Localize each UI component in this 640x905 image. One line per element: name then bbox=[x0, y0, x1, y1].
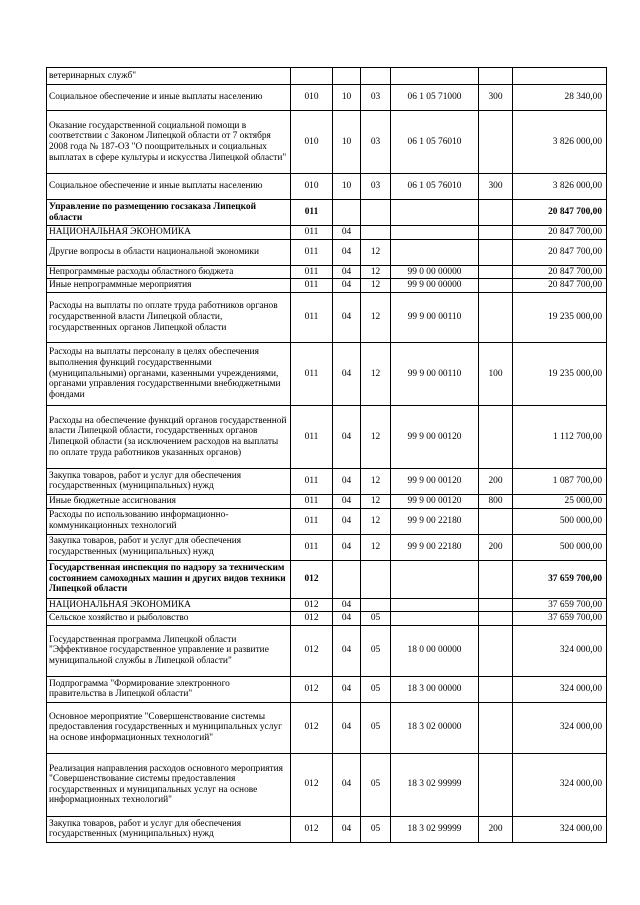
row-rz: 10 bbox=[333, 85, 361, 111]
row-name: Управление по размещению госзаказа Липецкой области bbox=[47, 200, 291, 226]
row-vr: 800 bbox=[479, 494, 513, 508]
row-name: Расходы на выплаты персоналу в целях обеспечения выполнения функций государственными (муниципальными) органами, казенными учреждениями, органами управления государственными внебюджетными фондами bbox=[47, 342, 291, 405]
row-name: Другие вопросы в области национальной экономики bbox=[47, 239, 291, 265]
table-row bbox=[47, 560, 607, 598]
budget-table bbox=[46, 67, 607, 843]
row-name: Закупка товаров, работ и услуг для обеспечения государственных (муниципальных) нужд bbox=[47, 534, 291, 560]
table-row bbox=[47, 468, 607, 494]
table-row bbox=[47, 702, 607, 753]
row-rz: 04 bbox=[333, 279, 361, 293]
row-name: Иные бюджетные ассигнования bbox=[47, 494, 291, 508]
row-csr: 18 0 00 00000 bbox=[391, 625, 479, 676]
table-row bbox=[47, 111, 607, 174]
row-csr: 06 1 05 76010 bbox=[391, 111, 479, 174]
row-pr: 12 bbox=[361, 279, 391, 293]
row-rz: 10 bbox=[333, 174, 361, 200]
row-csr: 99 9 00 00110 bbox=[391, 342, 479, 405]
row-vr bbox=[479, 612, 513, 626]
row-vr bbox=[479, 676, 513, 702]
table-row bbox=[47, 68, 607, 85]
row-rz: 04 bbox=[333, 292, 361, 342]
row-vr bbox=[479, 560, 513, 598]
row-pr bbox=[361, 68, 391, 85]
row-sum: 324 000,00 bbox=[513, 702, 607, 753]
table-row bbox=[47, 598, 607, 612]
row-gr: 011 bbox=[291, 534, 333, 560]
row-vr bbox=[479, 292, 513, 342]
row-sum: 324 000,00 bbox=[513, 816, 607, 842]
row-sum: 20 847 700,00 bbox=[513, 226, 607, 240]
row-rz: 04 bbox=[333, 508, 361, 534]
row-gr: 011 bbox=[291, 342, 333, 405]
row-pr: 12 bbox=[361, 534, 391, 560]
row-rz bbox=[333, 68, 361, 85]
row-gr: 010 bbox=[291, 85, 333, 111]
row-rz: 10 bbox=[333, 111, 361, 174]
row-gr: 011 bbox=[291, 279, 333, 293]
row-rz: 04 bbox=[333, 239, 361, 265]
row-csr bbox=[391, 560, 479, 598]
row-gr: 011 bbox=[291, 226, 333, 240]
row-sum: 20 847 700,00 bbox=[513, 265, 607, 279]
row-vr bbox=[479, 625, 513, 676]
row-rz: 04 bbox=[333, 494, 361, 508]
row-sum: 3 826 000,00 bbox=[513, 111, 607, 174]
row-rz: 04 bbox=[333, 702, 361, 753]
table-row bbox=[47, 534, 607, 560]
table-row bbox=[47, 676, 607, 702]
row-csr: 99 9 00 00120 bbox=[391, 405, 479, 468]
row-sum: 19 235 000,00 bbox=[513, 342, 607, 405]
row-pr bbox=[361, 560, 391, 598]
row-rz: 04 bbox=[333, 598, 361, 612]
table-row bbox=[47, 85, 607, 111]
row-gr: 012 bbox=[291, 676, 333, 702]
row-gr: 012 bbox=[291, 816, 333, 842]
row-csr: 06 1 05 71000 bbox=[391, 85, 479, 111]
table-row bbox=[47, 279, 607, 293]
row-pr: 12 bbox=[361, 468, 391, 494]
row-csr bbox=[391, 200, 479, 226]
row-gr: 011 bbox=[291, 292, 333, 342]
row-sum: 1 112 700,00 bbox=[513, 405, 607, 468]
row-rz: 04 bbox=[333, 534, 361, 560]
row-vr: 300 bbox=[479, 85, 513, 111]
row-csr bbox=[391, 612, 479, 626]
row-vr bbox=[479, 508, 513, 534]
row-pr bbox=[361, 598, 391, 612]
row-sum: 19 235 000,00 bbox=[513, 292, 607, 342]
row-pr: 12 bbox=[361, 405, 391, 468]
row-name: Закупка товаров, работ и услуг для обеспечения государственных (муниципальных) нужд bbox=[47, 468, 291, 494]
row-rz bbox=[333, 200, 361, 226]
table-row bbox=[47, 239, 607, 265]
budget-table-body bbox=[47, 68, 607, 843]
row-gr: 012 bbox=[291, 598, 333, 612]
row-csr: 99 9 00 00120 bbox=[391, 468, 479, 494]
row-vr bbox=[479, 200, 513, 226]
row-csr: 99 9 00 22180 bbox=[391, 534, 479, 560]
row-rz: 04 bbox=[333, 625, 361, 676]
row-name: Основное мероприятие "Совершенствование системы предоставления государственных и муниципальных услуг на основе информационных технологий" bbox=[47, 702, 291, 753]
row-sum: 28 340,00 bbox=[513, 85, 607, 111]
row-csr: 99 9 00 22180 bbox=[391, 508, 479, 534]
table-row bbox=[47, 625, 607, 676]
row-gr bbox=[291, 68, 333, 85]
row-csr: 99 9 00 00110 bbox=[391, 292, 479, 342]
row-csr: 18 3 02 99999 bbox=[391, 816, 479, 842]
table-row bbox=[47, 200, 607, 226]
row-csr: 18 3 02 00000 bbox=[391, 702, 479, 753]
row-vr bbox=[479, 753, 513, 816]
row-vr bbox=[479, 111, 513, 174]
row-gr: 012 bbox=[291, 560, 333, 598]
row-rz: 04 bbox=[333, 226, 361, 240]
row-sum: 20 847 700,00 bbox=[513, 200, 607, 226]
row-sum: 1 087 700,00 bbox=[513, 468, 607, 494]
row-name: ветеринарных служб" bbox=[47, 68, 291, 85]
row-pr bbox=[361, 226, 391, 240]
row-csr: 99 0 00 00000 bbox=[391, 265, 479, 279]
row-vr: 100 bbox=[479, 342, 513, 405]
row-gr: 011 bbox=[291, 405, 333, 468]
row-pr: 12 bbox=[361, 508, 391, 534]
row-gr: 012 bbox=[291, 753, 333, 816]
row-sum: 37 659 700,00 bbox=[513, 612, 607, 626]
row-csr bbox=[391, 598, 479, 612]
table-row bbox=[47, 342, 607, 405]
row-vr: 200 bbox=[479, 816, 513, 842]
row-pr: 05 bbox=[361, 816, 391, 842]
row-csr bbox=[391, 226, 479, 240]
row-pr: 03 bbox=[361, 85, 391, 111]
table-row bbox=[47, 265, 607, 279]
table-row bbox=[47, 612, 607, 626]
row-pr: 05 bbox=[361, 676, 391, 702]
table-row bbox=[47, 405, 607, 468]
row-name: НАЦИОНАЛЬНАЯ ЭКОНОМИКА bbox=[47, 226, 291, 240]
row-csr bbox=[391, 239, 479, 265]
row-pr: 03 bbox=[361, 111, 391, 174]
row-sum: 25 000,00 bbox=[513, 494, 607, 508]
row-rz: 04 bbox=[333, 753, 361, 816]
table-row bbox=[47, 292, 607, 342]
row-gr: 012 bbox=[291, 612, 333, 626]
row-pr bbox=[361, 200, 391, 226]
row-sum: 324 000,00 bbox=[513, 625, 607, 676]
row-name: Реализация направления расходов основного мероприятия "Совершенствование системы предоставления государственных и муниципальных услуг на основе информационных технологий" bbox=[47, 753, 291, 816]
row-pr: 12 bbox=[361, 494, 391, 508]
row-name: Непрограммные расходы областного бюджета bbox=[47, 265, 291, 279]
row-sum: 324 000,00 bbox=[513, 676, 607, 702]
row-rz: 04 bbox=[333, 342, 361, 405]
row-gr: 010 bbox=[291, 174, 333, 200]
row-sum: 20 847 700,00 bbox=[513, 239, 607, 265]
row-sum: 37 659 700,00 bbox=[513, 560, 607, 598]
row-name: Расходы на обеспечение функций органов государственной власти Липецкой области, государственных органов Липецкой области (за исключением расходов на выплаты по оплате труда работников указанных органов) bbox=[47, 405, 291, 468]
row-csr: 99 9 00 00000 bbox=[391, 279, 479, 293]
row-csr: 99 9 00 00120 bbox=[391, 494, 479, 508]
row-sum: 500 000,00 bbox=[513, 508, 607, 534]
row-name: Подпрограмма "Формирование электронного правительства в Липецкой области" bbox=[47, 676, 291, 702]
row-csr: 18 3 00 00000 bbox=[391, 676, 479, 702]
row-name: Иные непрограммные мероприятия bbox=[47, 279, 291, 293]
row-gr: 011 bbox=[291, 200, 333, 226]
row-rz: 04 bbox=[333, 612, 361, 626]
row-rz: 04 bbox=[333, 265, 361, 279]
row-csr: 18 3 02 99999 bbox=[391, 753, 479, 816]
row-sum: 20 847 700,00 bbox=[513, 279, 607, 293]
row-vr: 200 bbox=[479, 534, 513, 560]
row-name: Сельское хозяйство и рыболовство bbox=[47, 612, 291, 626]
table-row bbox=[47, 508, 607, 534]
row-name: Закупка товаров, работ и услуг для обеспечения государственных (муниципальных) нужд bbox=[47, 816, 291, 842]
row-gr: 011 bbox=[291, 468, 333, 494]
row-sum bbox=[513, 68, 607, 85]
row-vr bbox=[479, 279, 513, 293]
row-rz bbox=[333, 560, 361, 598]
row-gr: 010 bbox=[291, 111, 333, 174]
row-gr: 011 bbox=[291, 265, 333, 279]
row-name: Государственная инспекция по надзору за техническим состоянием самоходных машин и других видов техники Липецкой области bbox=[47, 560, 291, 598]
row-gr: 011 bbox=[291, 239, 333, 265]
row-rz: 04 bbox=[333, 405, 361, 468]
table-row bbox=[47, 174, 607, 200]
row-csr bbox=[391, 68, 479, 85]
row-rz: 04 bbox=[333, 816, 361, 842]
row-name: Расходы по использованию информационно-коммуникационных технологий bbox=[47, 508, 291, 534]
row-vr bbox=[479, 226, 513, 240]
row-sum: 37 659 700,00 bbox=[513, 598, 607, 612]
row-gr: 012 bbox=[291, 625, 333, 676]
row-vr bbox=[479, 598, 513, 612]
row-name: Государственная программа Липецкой области "Эффективное государственное управление и развитие муниципальной службы в Липецкой области" bbox=[47, 625, 291, 676]
row-vr: 200 bbox=[479, 468, 513, 494]
row-gr: 011 bbox=[291, 508, 333, 534]
row-pr: 12 bbox=[361, 265, 391, 279]
row-vr bbox=[479, 405, 513, 468]
row-vr bbox=[479, 702, 513, 753]
table-row bbox=[47, 753, 607, 816]
row-name: Социальное обеспечение и иные выплаты населению bbox=[47, 174, 291, 200]
row-vr bbox=[479, 265, 513, 279]
row-sum: 324 000,00 bbox=[513, 753, 607, 816]
row-csr: 06 1 05 76010 bbox=[391, 174, 479, 200]
row-sum: 500 000,00 bbox=[513, 534, 607, 560]
row-sum: 3 826 000,00 bbox=[513, 174, 607, 200]
row-rz: 04 bbox=[333, 468, 361, 494]
row-gr: 012 bbox=[291, 702, 333, 753]
row-name: Расходы на выплаты по оплате труда работников органов государственной власти Липецкой области, государственных органов Липецкой области bbox=[47, 292, 291, 342]
row-vr bbox=[479, 239, 513, 265]
table-row bbox=[47, 226, 607, 240]
row-rz: 04 bbox=[333, 676, 361, 702]
row-pr: 12 bbox=[361, 292, 391, 342]
row-pr: 03 bbox=[361, 174, 391, 200]
row-vr: 300 bbox=[479, 174, 513, 200]
row-pr: 05 bbox=[361, 625, 391, 676]
row-pr: 12 bbox=[361, 239, 391, 265]
row-pr: 05 bbox=[361, 612, 391, 626]
row-name: Оказание государственной социальной помощи в соответствии с Законом Липецкой области от 7 октября 2008 года № 187-ОЗ "О поощрительных и социальных выплатах в сфере культуры и искусства Липецкой области" bbox=[47, 111, 291, 174]
row-pr: 12 bbox=[361, 342, 391, 405]
row-name: Социальное обеспечение и иные выплаты населению bbox=[47, 85, 291, 111]
row-vr bbox=[479, 68, 513, 85]
row-name: НАЦИОНАЛЬНАЯ ЭКОНОМИКА bbox=[47, 598, 291, 612]
row-pr: 05 bbox=[361, 702, 391, 753]
row-gr: 011 bbox=[291, 494, 333, 508]
table-row bbox=[47, 494, 607, 508]
row-pr: 05 bbox=[361, 753, 391, 816]
table-row bbox=[47, 816, 607, 842]
